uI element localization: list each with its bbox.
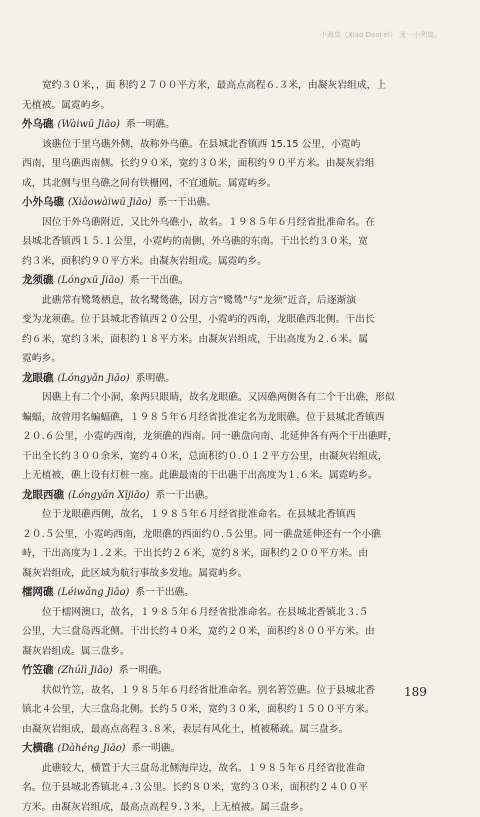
entry-pinyin: (Lóngyǎn Jiāo) xyxy=(58,373,130,384)
entry-type: 系一干出礁。 xyxy=(130,275,189,286)
entry-text-line: 方米。由凝灰岩组成，最高点高程９.３米，上无植被。属三盘乡。 xyxy=(22,798,462,817)
entry-text-line: 此礁常有鹭鸶栖息，故名鹭鸶礁，因方言“鹭鸶”与“龙须”近音，后逐渐演 xyxy=(22,291,462,311)
entry-text-line: 名。位于县城北香镇北４.３公里。长约８０米，宽约３０米，面积约２４００平 xyxy=(22,778,462,798)
entry-text-line: ２０.６公里，小霓屿西南，龙须礁的西南。同一礁盘向南、北延伸各有两个干出礁畔， xyxy=(22,427,462,447)
entry-headword: 大横礁 xyxy=(22,742,54,754)
entry-pinyin: (Lóngxū Jiāo) xyxy=(58,275,124,286)
entry-pinyin: (Lóngyǎn Xījiāo) xyxy=(68,490,149,501)
entry-headword: 龙眼礁 xyxy=(22,372,54,384)
entry-heading xyxy=(22,369,462,389)
entry-heading xyxy=(22,661,462,681)
intro-line-1: 宽约３０米，，面 积约２７００平方米，最高点高程６.３米，由凝灰岩组成，上 xyxy=(22,76,462,96)
entry-type: 系一干出礁。 xyxy=(155,490,214,501)
entry-text-line: 县城北香镇西１５.１公里，小霓屿的南侧，外乌礁的东南。干出长约３０米，宽 xyxy=(22,232,462,252)
entry-headword: 龙眼西礁 xyxy=(22,489,64,501)
entry-text-line: 状似竹笠，故名，１９８５年６月经省批准命名。别名箬笠礁。位于县城北香 xyxy=(22,681,462,701)
entry-text-line: ２０.５公里，小霓屿西南，龙眼礁的西面约０.５公里。同一礁盘延伸还有一个小礁 xyxy=(22,525,462,545)
intro-line-2: 无植被。属霓屿乡。 xyxy=(22,96,462,116)
entry-type: 系明礁。 xyxy=(136,373,175,384)
entry-heading xyxy=(22,486,462,506)
entry-text-line: 峙，干出高度为１.２米。干出长约２６米，宽约８米，面积约２００平方米。由 xyxy=(22,544,462,564)
entry-text-line: 蝙蝠，故曾用名蝙蝠礁，１９８５年６月经省批准定名为龙眼礁。位于县城北香镇西 xyxy=(22,408,462,428)
entry-text-line: 公里，大三盘岛西北侧。干出长约４０米，宽约２０米，面积约８００平方米。由 xyxy=(22,622,462,642)
faint-running-header: 小海岛（Xiao Daoj.el） 龙一小列岛。 xyxy=(320,30,470,40)
entry-type: 系一干出礁。 xyxy=(157,197,216,208)
entry-text-line: 位于龙眼礁西侧，故名，１９８５年６月经省批准命名。在县城北香镇西 xyxy=(22,505,462,525)
entry-text-line: 镇北４公里，大三盘岛北侧。长约５０米，宽约３０米，面积约１５００平方米。 xyxy=(22,700,462,720)
entry-heading xyxy=(22,583,462,603)
entry-text-line: 此礁较大，横置于大三盘岛北侧海岸边，故名。１９８５年６月经省批准命 xyxy=(22,759,462,779)
entry-heading xyxy=(22,271,462,291)
entry-text-line: 该礁位于里乌礁外侧，故称外乌礁。在县城北香镇西 15.15 公里，小霓屿 xyxy=(22,135,462,155)
entry-pinyin: (Zhúlì Jiāo) xyxy=(58,665,113,676)
entry-heading xyxy=(22,739,462,759)
entry-pinyin: (Dàhéng Jiāo) xyxy=(58,743,126,754)
entry-text-line: 干出全长约３００余米，宽约４０米，总面积约０.０１２平方公里，由凝灰岩组成， xyxy=(22,447,462,467)
entry-headword: 檑网礁 xyxy=(22,586,54,598)
entry-text-line: 凝灰岩组成。属三盘乡。 xyxy=(22,642,462,662)
entry-text-line: 由凝灰岩组成，最高点高程３.８米，表层有风化土，植被稀疏。属三盘乡。 xyxy=(22,720,462,740)
entry-text-line: 凝灰岩组成，此区域为航行事故多发地。属霓屿乡。 xyxy=(22,564,462,584)
entry-text-line: 位于檑网澳口，故名，１９８５年６月经省批准命名。在县城北香镇北３.５ xyxy=(22,603,462,623)
entry-text-line: 约６米，宽约３米，面积约１８平方米。由凝灰岩组成，干出高度为２.６米。属 xyxy=(22,330,462,350)
entry-text-line: 西南，里乌礁西南侧。长约９０米，宽约３０米，面积约９０平方米。由凝灰岩组 xyxy=(22,154,462,174)
page-number: 189 xyxy=(404,685,427,699)
entry-text-line: 变为龙须礁。位于县城北香镇西２０公里，小霓屿的西南，龙眼礁西北侧。干出长 xyxy=(22,310,462,330)
entry-heading xyxy=(22,115,462,135)
entry-text-line: 因礁上有二个小洞，象两只眼睛，故名龙眼礁。又因礁两侧各有二个干出礁，形似 xyxy=(22,388,462,408)
entry-text-line: 上无植被，礁上设有灯桩一座。此礁最南的干出礁干出高度为１.６米。属霓屿乡。 xyxy=(22,466,462,486)
body-text xyxy=(22,76,462,817)
entry-type: 系一干出礁。 xyxy=(135,587,194,598)
entry-text-line: 约３米，面积约９０平方米。由凝灰岩组成。属霓屿乡。 xyxy=(22,252,462,272)
entry-text-line: 因位于外乌礁附近，又比外乌礁小，故名。１９８５年６月经省批准命名。在 xyxy=(22,213,462,233)
entry-headword: 外乌礁 xyxy=(22,118,54,130)
entry-pinyin: (Léiwǎng Jiāo) xyxy=(58,587,130,598)
entry-type: 系一明礁。 xyxy=(119,665,168,676)
entry-type: 系一明礁。 xyxy=(131,743,180,754)
entry-type: 系一明礁。 xyxy=(126,119,175,130)
entry-heading xyxy=(22,193,462,213)
entry-text-line: 霓屿乡。 xyxy=(22,349,462,369)
entry-pinyin: (Wàiwū Jiāo) xyxy=(58,119,120,130)
entry-text-line: 成，其北侧与里乌礁之间有铁栅网，不宜通航。属霓屿乡。 xyxy=(22,174,462,194)
entry-headword: 竹笠礁 xyxy=(22,664,54,676)
entry-headword: 龙须礁 xyxy=(22,274,54,286)
entry-pinyin: (Xiǎowàiwū Jiāo) xyxy=(68,197,151,208)
entry-headword: 小外乌礁 xyxy=(22,196,64,208)
